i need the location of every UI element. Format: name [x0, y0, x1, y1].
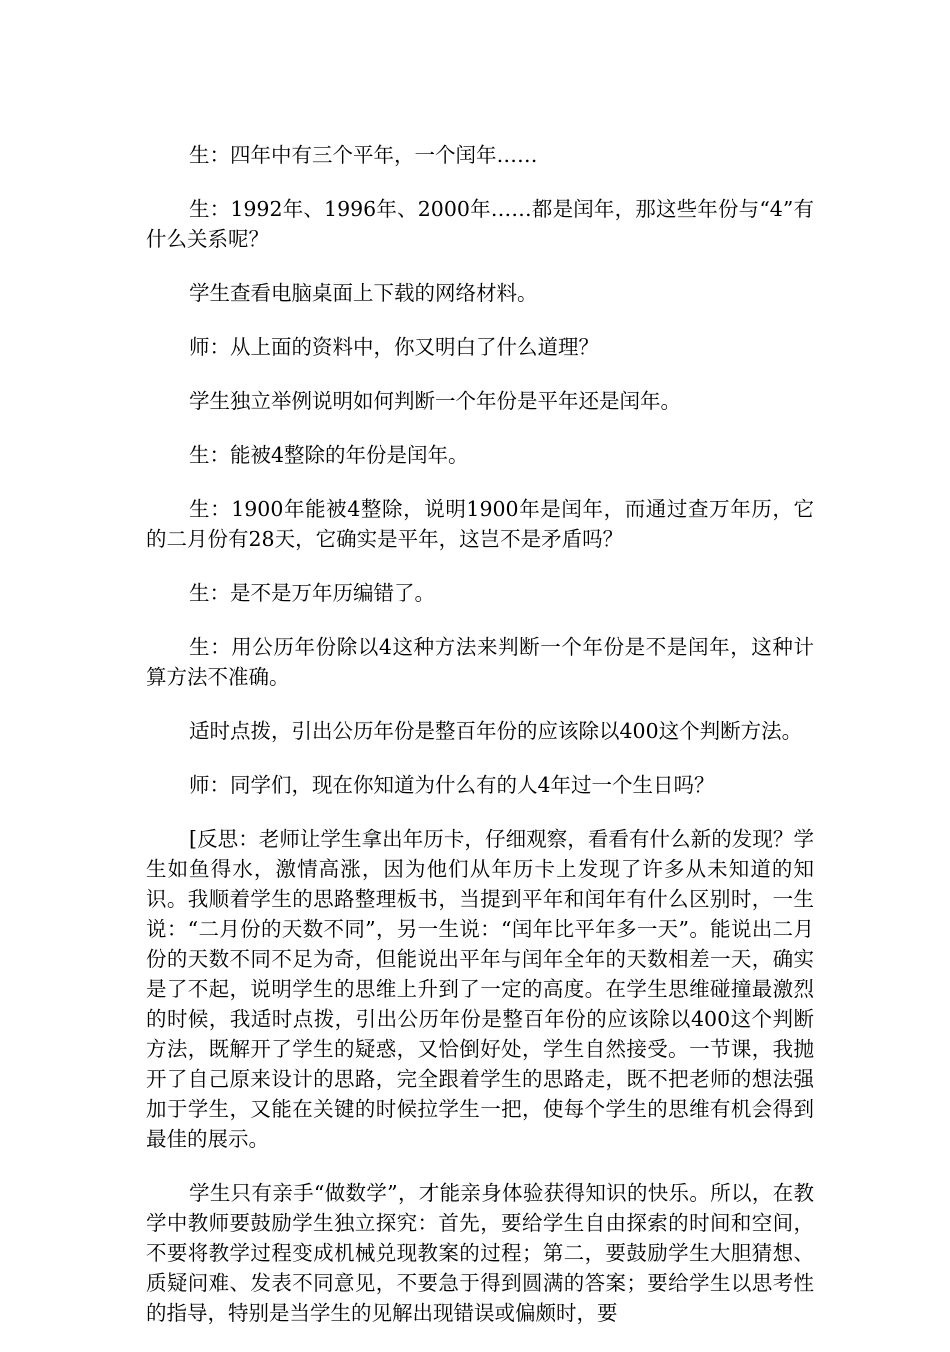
- paragraph-10: 适时点拨，引出公历年份是整百年份的应该除以400这个判断方法。: [189, 719, 803, 743]
- paragraph-6: 生：能被4整除的年份是闰年。: [189, 443, 469, 467]
- paragraph-8: 生：是不是万年历编错了。: [189, 581, 435, 605]
- paragraph-7: 生：1900年能被4整除，说明1900年是闰年，而通过查万年历，它的二月份有28天，它确实是平年，这岂不是矛盾吗？: [146, 497, 814, 551]
- paragraph-9: 生：用公历年份除以4这种方法来判断一个年份是不是闰年，这种计算方法不准确。: [146, 635, 814, 689]
- document-page: [146, 140, 814, 1352]
- reflection-paragraph: [反思：老师让学生拿出年历卡，仔细观察，看看有什么新的发现？学生如鱼得水，激情高涨，因为他们从年历卡上发现了许多从未知道的知识。我顺着学生的思路整理板书，当提到平年和闰年有什么区别时，一生说：“二月份的天数不同”，另一生说：“闰年比平年多一天”。能说出二月份的天数不同不足为奇，但能说出平年与闰年全年的天数相差一天，确实是了不起，说明学生的思维上升到了一定的高度。在学生思维碰撞最激烈的时候，我适时点拨，引出公历年份是整百年份的应该除以400这个判断方法，既解开了学生的疑惑，又恰倒好处，学生自然接受。一节课，我抛开了自己原来设计的思路，完全跟着学生的思路走，既不把老师的想法强加于学生，又能在关键的时候拉学生一把，使每个学生的思维有机会得到最佳的展示。: [146, 827, 814, 1151]
- paragraph-3: 学生查看电脑桌面上下载的网络材料。: [189, 281, 538, 305]
- paragraph-5: 学生独立举例说明如何判断一个年份是平年还是闰年。: [189, 389, 681, 413]
- paragraph-2: 生：1992年、1996年、2000年……都是闰年，那这些年份与“4”有什么关系呢？: [146, 197, 814, 251]
- paragraph-11: 师：同学们，现在你知道为什么有的人4年过一个生日吗？: [189, 773, 715, 797]
- paragraph-4: 师：从上面的资料中，你又明白了什么道理？: [189, 335, 599, 359]
- conclusion-paragraph: 学生只有亲手“做数学”，才能亲身体验获得知识的快乐。所以，在教学中教师要鼓励学生独立探究：首先，要给学生自由探索的时间和空间，不要将教学过程变成机械兑现教案的过程；第二，要鼓励学生大胆猜想、质疑问难、发表不同意见，不要急于得到圆满的答案；要给学生以思考性的指导，特别是当学生的见解出现错误或偏颇时，要: [146, 1181, 814, 1325]
- paragraph-1: 生：四年中有三个平年，一个闰年……: [189, 143, 538, 167]
